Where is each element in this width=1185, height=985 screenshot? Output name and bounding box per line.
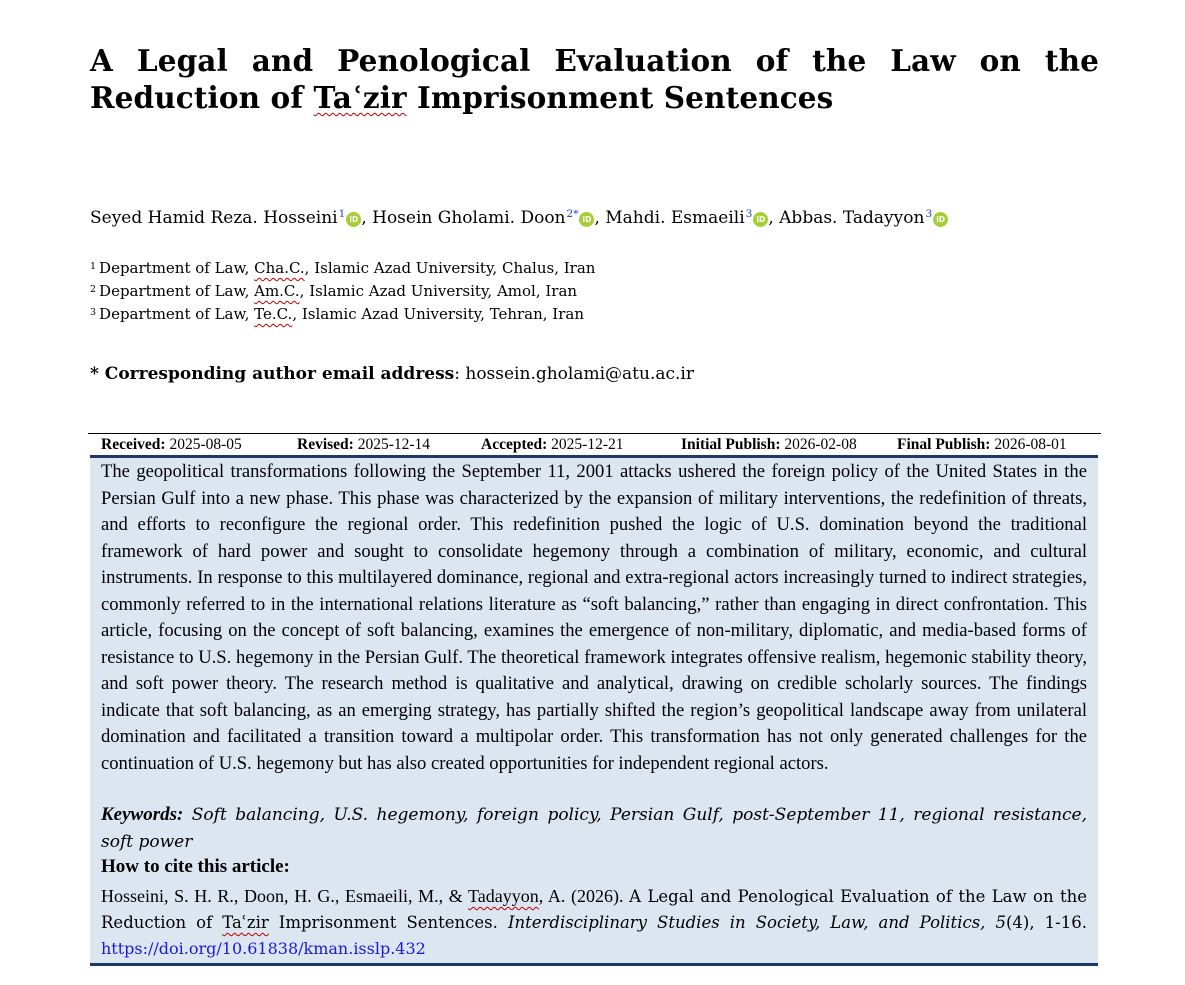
author-separator: , — [594, 208, 606, 228]
orcid-icon[interactable]: iD — [346, 212, 361, 227]
affiliation-item — [90, 302, 595, 325]
date-value: 2025-12-14 — [353, 436, 431, 453]
title-tazir: Taʿzir — [313, 80, 407, 115]
date-revised — [297, 436, 430, 454]
date-received — [101, 436, 242, 454]
date-value: 2025-12-21 — [547, 436, 624, 453]
corresponding-email[interactable]: : hossein.gholami@atu.ac.ir — [454, 364, 694, 384]
author-separator: , — [361, 208, 373, 228]
affiliation-text: Department of Law, — [99, 305, 255, 323]
cite-heading: How to cite this article: — [101, 856, 290, 877]
keywords-label: Keywords: — [101, 804, 184, 825]
author-affil-sup: 3 — [745, 208, 753, 220]
date-value: 2025-08-05 — [165, 436, 242, 453]
date-label: Final Publish: — [897, 436, 991, 453]
dates-top-rule — [88, 433, 1101, 434]
date-accepted — [481, 436, 623, 454]
citation-author-tadayyon: Tadayyon — [468, 886, 539, 906]
title-part-2: Imprisonment Sentences — [406, 80, 834, 115]
affiliation-text: Department of Law, — [99, 282, 255, 300]
author-name: Seyed Hamid Reza. Hosseini — [90, 208, 338, 228]
date-label: Accepted: — [481, 436, 548, 453]
author-affil-sup: 3 — [925, 208, 933, 220]
abstract-text: The geopolitical transformations following the September 11, 2001 attacks ushered the foreign policy of the United States in the Persian Gulf into a new phase. This phase was characterized by the expansion of military interventions, the redefinition of threats, and efforts to reconfigure the regional order. This redefinition pushed the logic of U.S. domination beyond the traditional framework of hard power and sought to consolidate hegemony through a combination of military, economic, and cultural instruments. In response to this multilayered dominance, regional and extra-regional actors increasingly turned to indirect strategies, commonly referred to in the international relations literature as “soft balancing,” rather than engaging in direct confrontation. This article, focusing on the concept of soft balancing, examines the emergence of non-military, diplomatic, and media-based forms of resistance to U.S. hegemony in the Persian Gulf. The theoretical framework integrates offensive realism, hegemonic stability theory, and soft power theory. The research method is qualitative and analytical, drawing on credible scholarly sources. The findings indicate that soft balancing, as an emerging strategy, has partially shifted the region’s geopolitical landscape away from unilateral domination and facilitated a transition toward a multipolar order. This transformation has not only generated challenges for the continuation of U.S. hegemony but has also created opportunities for independent regional actors. — [101, 461, 1087, 774]
article-title — [90, 42, 1099, 116]
keywords-text: Soft balancing, U.S. hegemony, foreign policy, Persian Gulf, post-September 11, regional resistance, soft power — [101, 805, 1087, 852]
citation-title-tazir: Taʿzir — [222, 913, 269, 932]
corresponding-label: * Corresponding author email address — [90, 364, 455, 384]
publication-dates — [0, 436, 1185, 454]
author-name: Hosein Gholami. Doon — [372, 208, 566, 228]
citation-title: A Legal and Penological Evaluation of the Law on the Reduction of — [101, 887, 1087, 932]
affiliation-list — [90, 256, 595, 325]
citation-authors-year: , A. (2026). — [538, 886, 630, 906]
date-label: Revised: — [297, 436, 354, 453]
doi-link[interactable]: https://doi.org/10.61838/kman.isslp.432 — [101, 939, 426, 958]
author-affil-sup: 1 — [338, 208, 346, 220]
date-final-publish — [897, 436, 1067, 454]
date-label: Initial Publish: — [681, 436, 781, 453]
author-name: Abbas. Tadayyon — [779, 208, 925, 228]
affiliation-number: 2 — [90, 284, 97, 295]
affiliation-abbr: Cha.C. — [254, 259, 305, 277]
affiliation-abbr: Am.C. — [254, 282, 300, 300]
author-list — [90, 208, 948, 228]
orcid-icon[interactable]: iD — [753, 212, 768, 227]
keywords — [101, 802, 1087, 855]
author-separator: , — [768, 208, 780, 228]
citation-title-end: Imprisonment Sentences. — [268, 913, 508, 932]
corresponding-author — [90, 364, 694, 384]
citation — [101, 883, 1087, 962]
citation-journal: Interdisciplinary Studies in Society, Law, and Politics, 5 — [507, 913, 1006, 932]
affiliation-text: , Islamic Azad University, Tehran, Iran — [292, 305, 584, 323]
author-name: Mahdi. Esmaeili — [605, 208, 745, 228]
title-part-1: A Legal and Penological Evaluation of the Law on the Reduction of — [90, 43, 1099, 115]
orcid-icon[interactable]: iD — [579, 212, 594, 227]
orcid-icon[interactable]: iD — [933, 212, 948, 227]
affiliation-number: 1 — [90, 261, 97, 272]
affiliation-item — [90, 256, 595, 279]
author-affil-sup: 2* — [566, 208, 579, 220]
date-value: 2026-08-01 — [990, 436, 1067, 453]
affiliation-text: Department of Law, — [99, 259, 255, 277]
citation-issue: (4), 1-16. — [1005, 913, 1087, 932]
date-initial-publish — [681, 436, 857, 454]
affiliation-text: , Islamic Azad University, Chalus, Iran — [304, 259, 596, 277]
citation-authors: Hosseini, S. H. R., Doon, H. G., Esmaeili, M., & — [101, 886, 469, 906]
affiliation-abbr: Te.C. — [254, 305, 293, 323]
affiliation-text: , Islamic Azad University, Amol, Iran — [299, 282, 578, 300]
date-value: 2026-02-08 — [780, 436, 857, 453]
date-label: Received: — [101, 436, 166, 453]
affiliation-item — [90, 279, 595, 302]
affiliation-number: 3 — [90, 307, 97, 318]
